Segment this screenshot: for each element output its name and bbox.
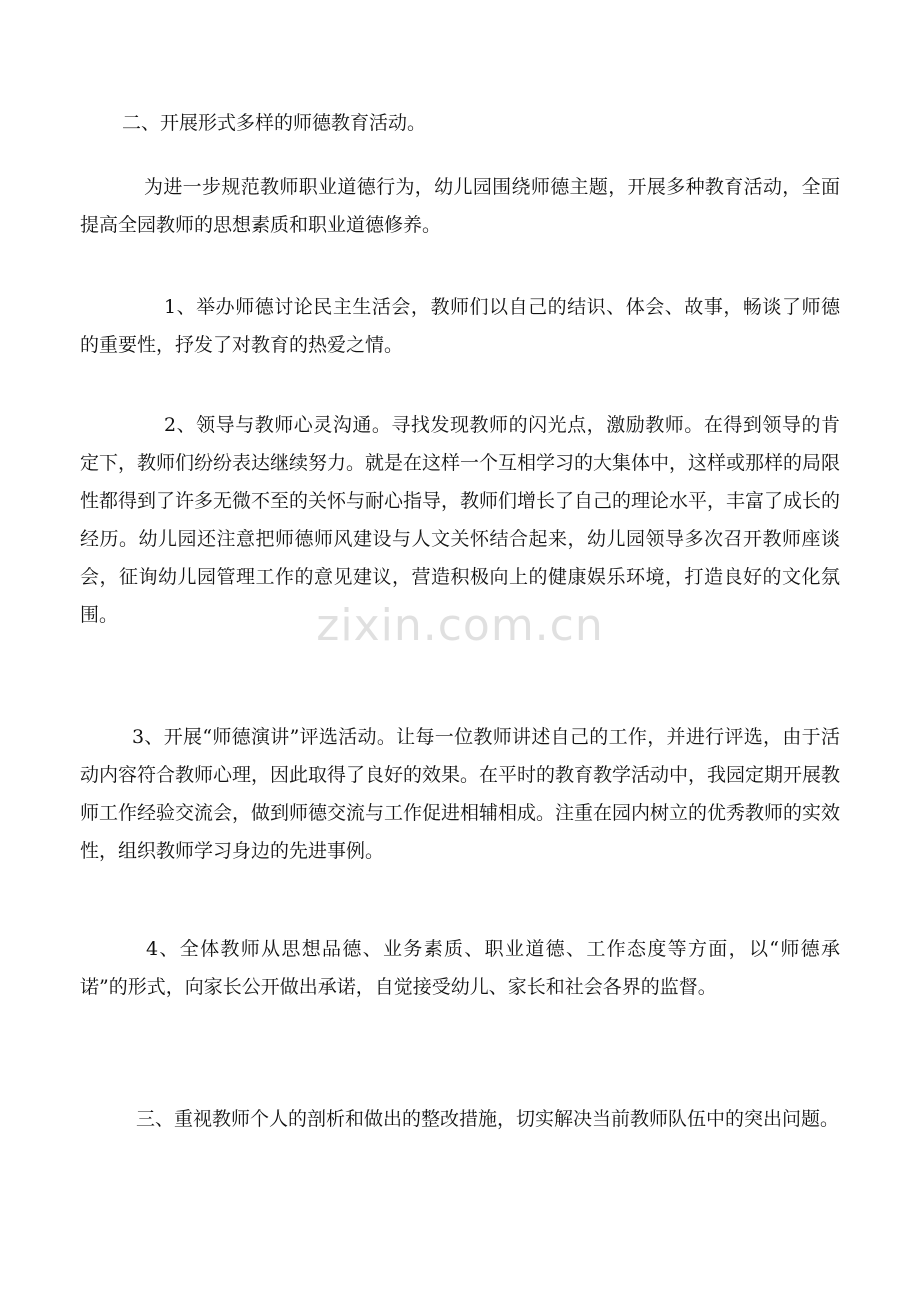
item-1-paragraph: 1、举办师德讨论民主生活会，教师们以自己的结识、体会、故事，畅谈了师德的重要性，抒发了对教育的热爱之情。 xyxy=(80,296,840,356)
section-heading-2: 二、开展形式多样的师德教育活动。 xyxy=(122,112,427,134)
item-3-paragraph: 3、开展“师德演讲”评选活动。让每一位教师讲述自己的工作，并进行评选，由于活动内容符合教师心理，因此取得了良好的效果。在平时的教育教学活动中，我园定期开展教师工作经验交流会，做到师德交流与工作促进相辅相成。注重在园内树立的优秀教师的实效性，组织教师学习身边的先进事例。 xyxy=(80,726,841,862)
intro-paragraph: 为进一步规范教师职业道德行为，幼儿园围绕师德主题，开展多种教育活动，全面提高全园教师的思想素质和职业道德修养。 xyxy=(80,176,840,236)
section-heading-3: 三、重视教师个人的剖析和做出的整改措施，切实解决当前教师队伍中的突出问题。 xyxy=(136,1108,840,1130)
item-4-paragraph: 4、全体教师从思想品德、业务素质、职业道德、工作态度等方面，以“师德承诺”的形式，向家长公开做出承诺，自觉接受幼儿、家长和社会各界的监督。 xyxy=(80,938,840,998)
item-2-paragraph: 2、领导与教师心灵沟通。寻找发现教师的闪光点，激励教师。在得到领导的肯定下，教师们纷纷表达继续努力。就是在这样一个互相学习的大集体中，这样或那样的局限性都得到了许多无微不至的关怀与耐心指导，教师们增长了自己的理论水平，丰富了成长的经历。幼儿园还注意把师德师风建设与人文关怀结合起来，幼儿园领导多次召开教师座谈会，征询幼儿园管理工作的意见建议，营造积极向上的健康娱乐环境，打造良好的文化氛围。 xyxy=(80,414,841,626)
watermark-text: zixin.com.cn xyxy=(316,600,604,651)
